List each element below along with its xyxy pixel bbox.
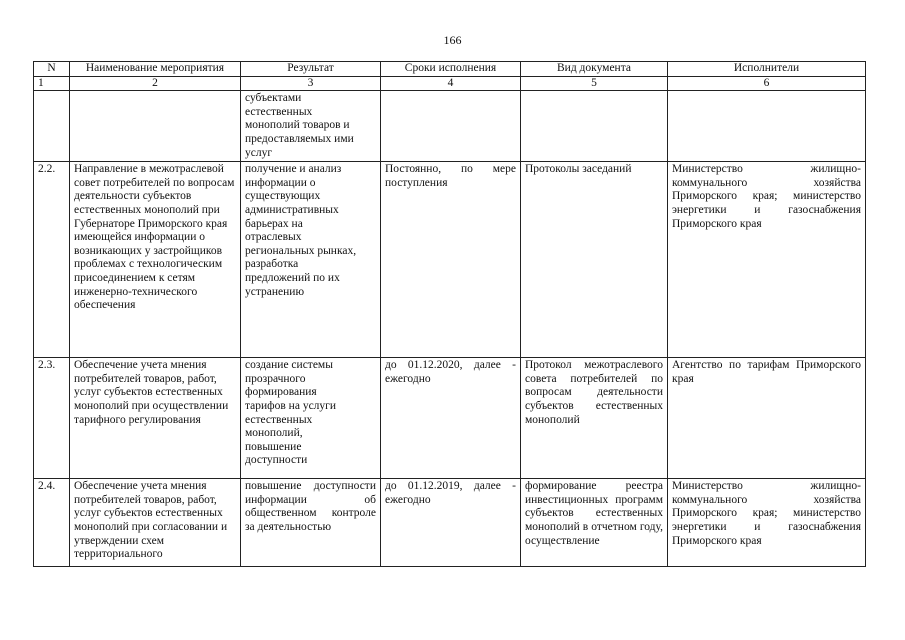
header-document-type: Вид документа: [521, 62, 668, 77]
deadline: до 01.12.2020, далее - ежегодно: [381, 358, 521, 479]
deadline: до 01.12.2019, далее - ежегодно: [381, 479, 521, 567]
header-number: N: [34, 62, 70, 77]
table-row: [34, 358, 866, 479]
header-executors: Исполнители: [668, 62, 866, 77]
header-deadline: Сроки исполнения: [381, 62, 521, 77]
header-activity-name: Наименование мероприятия: [70, 62, 241, 77]
table-header-row: [34, 62, 866, 77]
activity-name: Обеспечение учета мнения потребителей товаров, работ, услуг субъектов естественных монополий при осуществлении тарифного регулирования: [70, 358, 241, 479]
row-number: 2.4.: [34, 479, 70, 567]
executors: Министерство жилищно-коммунального хозяйства Приморского края; министерство энергетики и газоснабжения Приморского края: [668, 479, 866, 567]
document-type: Протокол межотраслевого совета потребителей по вопросам деятельности субъектов естественных монополий: [521, 358, 668, 479]
column-number-2: 2: [70, 76, 241, 91]
table-row: [34, 91, 866, 162]
plan-table: [33, 61, 866, 567]
column-number-1: 1: [34, 76, 70, 91]
executors: Агентство по тарифам Приморского края: [668, 358, 866, 479]
column-number-3: 3: [241, 76, 381, 91]
table-row: [34, 162, 866, 358]
result: субъектами естественных монополий товаров и предоставляемых ими услуг: [241, 91, 381, 162]
activity-name: Обеспечение учета мнения потребителей товаров, работ, услуг субъектов естественных монополий при согласовании и утверждении схем территориального: [70, 479, 241, 567]
row-number: 2.2.: [34, 162, 70, 358]
executors: Министерство жилищно-коммунального хозяйства Приморского края; министерство энергетики и газоснабжения Приморского края: [668, 162, 866, 358]
document-type: Протоколы заседаний: [521, 162, 668, 358]
page-number: 166: [443, 33, 462, 47]
table-row: [34, 479, 866, 567]
header-result: Результат: [241, 62, 381, 77]
column-number-4: 4: [381, 76, 521, 91]
column-number-6: 6: [668, 76, 866, 91]
activity-name: [70, 91, 241, 162]
document-type: [521, 91, 668, 162]
result: создание системы прозрачного формирования тарифов на услуги естественных монополий, повышение доступности: [241, 358, 381, 479]
deadline: Постоянно, по мере поступления: [381, 162, 521, 358]
activity-name: Направление в межотраслевой совет потребителей по вопросам деятельности субъектов естественных монополий при Губернаторе Приморского края имеющейся информации о возникающих у застройщиков проблемах с технологическим присоединением к сетям инженерно-технического обеспечения: [70, 162, 241, 358]
result: получение и анализ информации о существующих административных барьерах на отраслевых региональных рынках, разработка предложений по их устранению: [241, 162, 381, 358]
deadline: [381, 91, 521, 162]
executors: [668, 91, 866, 162]
document-type: формирование реестра инвестиционных программ субъектов естественных монополий в отчетном году, осуществление: [521, 479, 668, 567]
row-number: 2.3.: [34, 358, 70, 479]
column-number-5: 5: [521, 76, 668, 91]
row-number: [34, 91, 70, 162]
column-numbers-row: [34, 76, 866, 91]
result: повышение доступности информации об общественном контроле за деятельностью: [241, 479, 381, 567]
